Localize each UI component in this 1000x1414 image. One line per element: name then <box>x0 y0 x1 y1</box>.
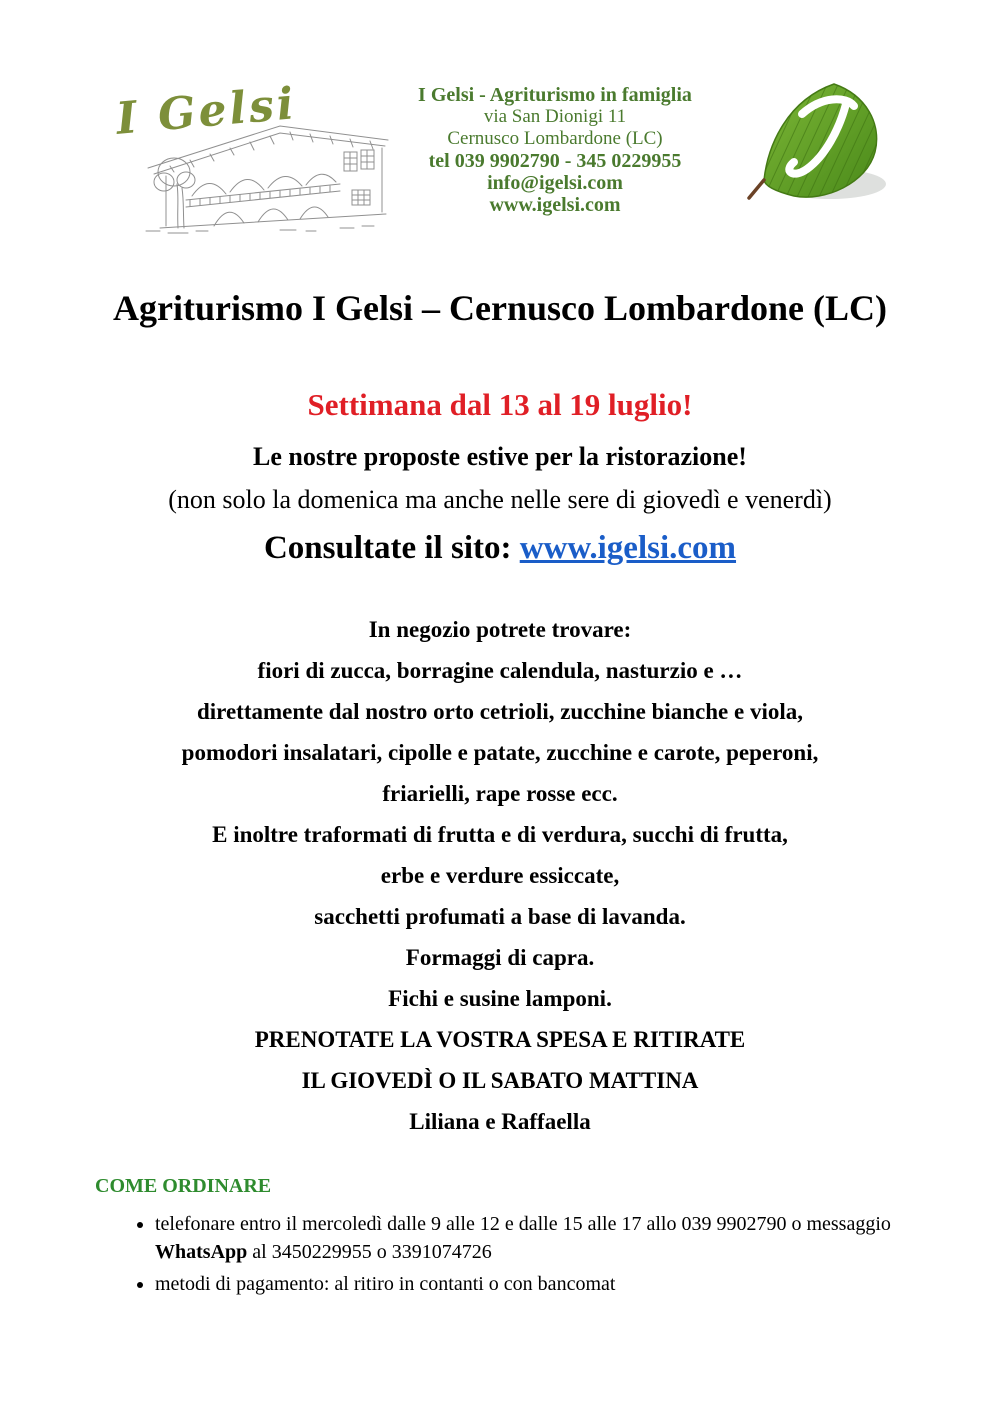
i-gelsi-script-logo: I Gelsi <box>114 78 299 145</box>
order-bullet-phone <box>155 1210 915 1266</box>
week-banner: Settimana dal 13 al 19 luglio! <box>307 387 693 422</box>
contact-email: info@igelsi.com <box>487 172 623 194</box>
promo-tagline: Le nostre proposte estive per la ristorazione! <box>253 442 747 471</box>
contact-address-line2: Cernusco Lombardone (LC) <box>447 128 663 149</box>
product-list <box>0 609 1000 1142</box>
bullet-phone-text: telefonare entro il mercoledì dalle 9 alle 12 e dalle 15 alle 17 allo 039 9902790 o messaggio <box>155 1213 891 1235</box>
contact-name: I Gelsi - Agriturismo in famiglia <box>418 84 692 106</box>
page-header <box>0 0 1000 250</box>
body-line: Formaggi di capra. <box>405 945 595 970</box>
bullet-phone-numbers: al 3450229955 o 3391074726 <box>247 1241 492 1263</box>
body-line: Fichi e susine lamponi. <box>388 986 612 1011</box>
order-bullet-list <box>95 1210 915 1298</box>
contact-phone: tel 039 9902790 - 345 0229955 <box>428 150 682 172</box>
main-content <box>0 250 1000 1142</box>
contact-block <box>345 84 765 216</box>
body-line: Liliana e Raffaella <box>409 1109 591 1134</box>
contact-website: www.igelsi.com <box>489 194 621 216</box>
body-line: direttamente dal nostro orto cetrioli, zucchine bianche e viola, <box>197 699 803 724</box>
body-line: erbe e verdure essiccate, <box>380 863 620 888</box>
contact-address-line1: via San Dionigi 11 <box>483 106 627 127</box>
order-section <box>95 1174 905 1298</box>
body-line: friarielli, rape rosse ecc. <box>382 781 618 806</box>
body-line: In negozio potrete trovare: <box>368 617 632 642</box>
page-title: Agriturismo I Gelsi – Cernusco Lombardone (LC) <box>113 288 887 328</box>
body-line: PRENOTATE LA VOSTRA SPESA E RITIRATE <box>254 1027 746 1052</box>
body-line: sacchetti profumati a base di lavanda. <box>314 904 686 929</box>
body-line: E inoltre traformati di frutta e di verdura, succhi di frutta, <box>212 822 788 847</box>
body-line: pomodori insalatari, cipolle e patate, zucchine e carote, peperoni, <box>181 740 819 765</box>
promo-note: (non solo la domenica ma anche nelle sere di giovedì e venerdì) <box>168 485 832 514</box>
site-prompt-label: Consultate il sito: <box>263 530 520 566</box>
site-prompt <box>0 530 1000 567</box>
website-link[interactable]: www.igelsi.com <box>519 530 737 566</box>
order-heading: COME ORDINARE <box>95 1175 272 1197</box>
whatsapp-label: WhatsApp <box>155 1241 248 1263</box>
body-line: IL GIOVEDÌ O IL SABATO MATTINA <box>301 1068 699 1093</box>
leaf-logo-icon <box>742 68 892 223</box>
body-line: fiori di zucca, borragine calendula, nasturzio e … <box>257 658 743 683</box>
order-bullet-payment: • metodi di pagamento: al ritiro in contanti o con bancomat <box>155 1270 915 1298</box>
